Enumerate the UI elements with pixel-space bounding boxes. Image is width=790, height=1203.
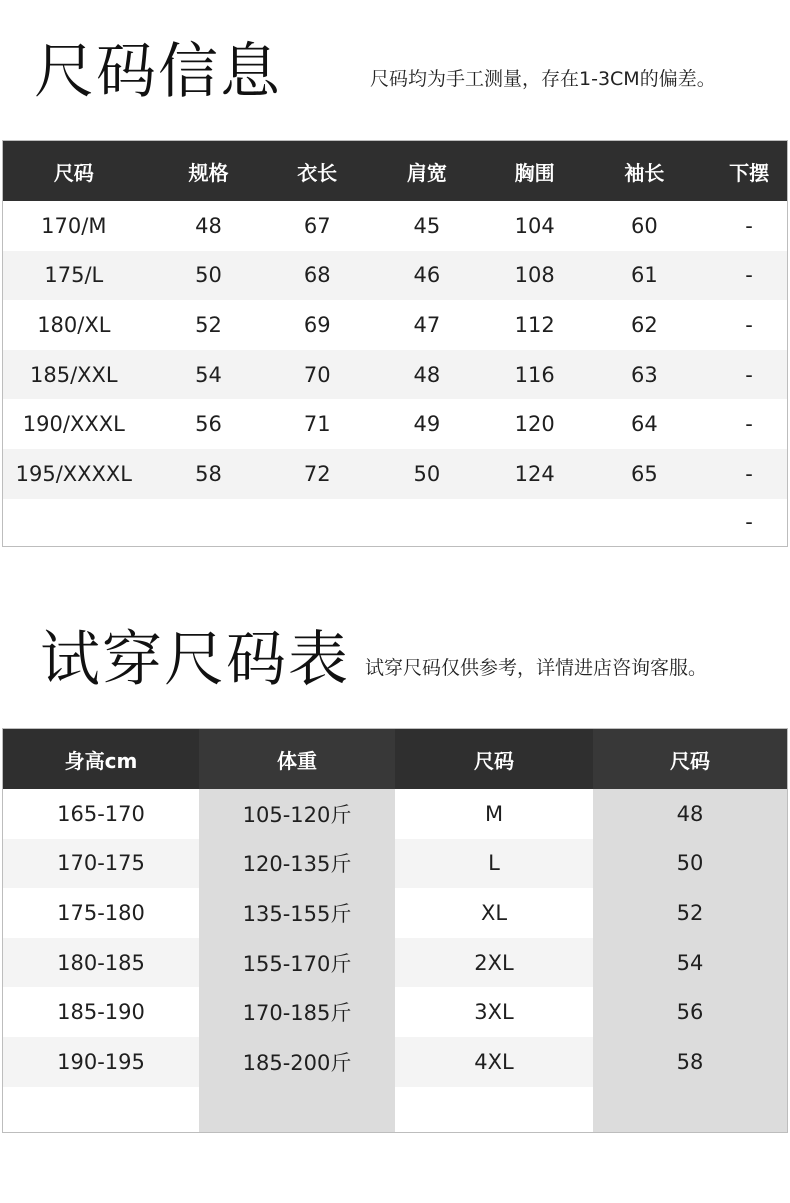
table-cell: 180/XL [37, 312, 111, 337]
size-info-table [2, 140, 788, 547]
table-cell: 170/M [41, 213, 107, 238]
table-cell: 68 [303, 263, 331, 288]
trial-size-title: 试穿尺码表 [40, 625, 350, 695]
table-cell: XL [395, 888, 593, 938]
trial-size-table [2, 728, 788, 1133]
table-row [3, 789, 787, 839]
table-cell [272, 499, 362, 546]
table-row [3, 938, 787, 988]
table-cell: 170-185斤 [199, 987, 395, 1037]
table-cell: 64 [630, 412, 658, 437]
table-row [3, 449, 787, 499]
table-cell: 48 [195, 213, 222, 238]
table-cell: 190-195 [3, 1037, 199, 1087]
table-cell: 58 [195, 461, 222, 486]
table-cell: 155-170斤 [199, 938, 395, 988]
table-cell: 116 [514, 362, 555, 387]
table-cell: 71 [303, 412, 331, 437]
header-size-number: 尺码 [593, 729, 787, 789]
table-cell: 170-175 [3, 839, 199, 889]
table-cell: M [395, 789, 593, 839]
header-shoulder: 肩宽 [406, 160, 447, 185]
table-cell: 165-170 [3, 789, 199, 839]
table-cell: 67 [303, 213, 331, 238]
table-cell: 65 [630, 461, 658, 486]
table-cell: 56 [593, 987, 787, 1037]
table-cell: 50 [195, 263, 222, 288]
table-header [3, 729, 787, 789]
header-chest: 胸围 [514, 160, 555, 185]
table-cell: - [745, 461, 753, 486]
table-cell: 52 [195, 312, 222, 337]
table-cell: 50 [413, 461, 441, 486]
table-cell [578, 499, 712, 546]
table-cell: 185/XXL [30, 362, 118, 387]
table-cell: 112 [514, 312, 555, 337]
table-cell [593, 1087, 787, 1132]
table-cell: 135-155斤 [199, 888, 395, 938]
table-cell: 120 [514, 412, 555, 437]
table-row [3, 888, 787, 938]
table-cell: L [395, 839, 593, 889]
table-row [3, 251, 787, 301]
table-cell: 104 [514, 213, 555, 238]
table-cell: 70 [303, 362, 331, 387]
table-row [3, 1087, 787, 1132]
table-cell: 69 [303, 312, 331, 337]
table-cell: 50 [593, 839, 787, 889]
table-cell: - [745, 412, 753, 437]
table-cell: 4XL [395, 1037, 593, 1087]
table-cell: 120-135斤 [199, 839, 395, 889]
table-cell: 61 [630, 263, 658, 288]
table-cell: 72 [303, 461, 331, 486]
table-cell: - [745, 510, 753, 535]
table-row [3, 499, 787, 546]
header-sleeve: 袖长 [624, 160, 665, 185]
table-cell: 175/L [44, 263, 104, 288]
header-size: 尺码 [53, 160, 94, 185]
header-size: 尺码 [474, 748, 514, 773]
table-cell [3, 1087, 199, 1132]
trial-size-note: 试穿尺码仅供参考，详情进店咨询客服。 [365, 657, 708, 679]
table-cell [492, 499, 578, 546]
table-row [3, 201, 787, 251]
table-row [3, 987, 787, 1037]
table-cell: - [745, 213, 753, 238]
table-row [3, 839, 787, 889]
table-row [3, 350, 787, 400]
table-cell [362, 499, 492, 546]
table-cell: 54 [593, 938, 787, 988]
table-cell: 62 [630, 312, 658, 337]
table-cell: 52 [593, 888, 787, 938]
table-cell: 3XL [395, 987, 593, 1037]
table-cell: 180-185 [3, 938, 199, 988]
table-cell: - [745, 362, 753, 387]
table-cell [145, 499, 273, 546]
table-cell: 58 [593, 1037, 787, 1087]
table-cell [395, 1087, 593, 1132]
table-cell: 195/XXXXL [15, 461, 133, 486]
table-cell: 175-180 [3, 888, 199, 938]
table-cell: 46 [413, 263, 441, 288]
table-cell: 124 [514, 461, 555, 486]
table-cell: 190/XXXL [22, 412, 125, 437]
table-cell: 54 [195, 362, 222, 387]
table-cell: 48 [593, 789, 787, 839]
table-cell: 45 [413, 213, 441, 238]
table-cell: 56 [195, 412, 222, 437]
header-hem: 下摆 [729, 160, 770, 185]
header-weight: 体重 [199, 729, 395, 789]
table-cell [3, 499, 145, 546]
table-cell: 105-120斤 [199, 789, 395, 839]
size-info-note: 尺码均为手工测量，存在1-3CM的偏差。 [370, 68, 716, 90]
table-cell: 48 [413, 362, 441, 387]
table-cell: 49 [413, 412, 441, 437]
table-cell: 108 [514, 263, 555, 288]
table-row [3, 300, 787, 350]
table-cell: - [745, 263, 753, 288]
table-header [3, 141, 787, 201]
table-cell: 63 [630, 362, 658, 387]
table-row [3, 399, 787, 449]
header-height: 身高cm [64, 748, 138, 773]
table-cell: 47 [413, 312, 441, 337]
table-cell [199, 1087, 395, 1132]
table-row [3, 1037, 787, 1087]
header-length: 衣长 [297, 160, 338, 185]
table-cell: 185-190 [3, 987, 199, 1037]
header-spec: 规格 [188, 160, 229, 185]
table-cell: 60 [630, 213, 658, 238]
table-cell: - [745, 312, 753, 337]
table-cell: 185-200斤 [199, 1037, 395, 1087]
size-info-title: 尺码信息 [34, 37, 282, 107]
table-cell: 2XL [395, 938, 593, 988]
